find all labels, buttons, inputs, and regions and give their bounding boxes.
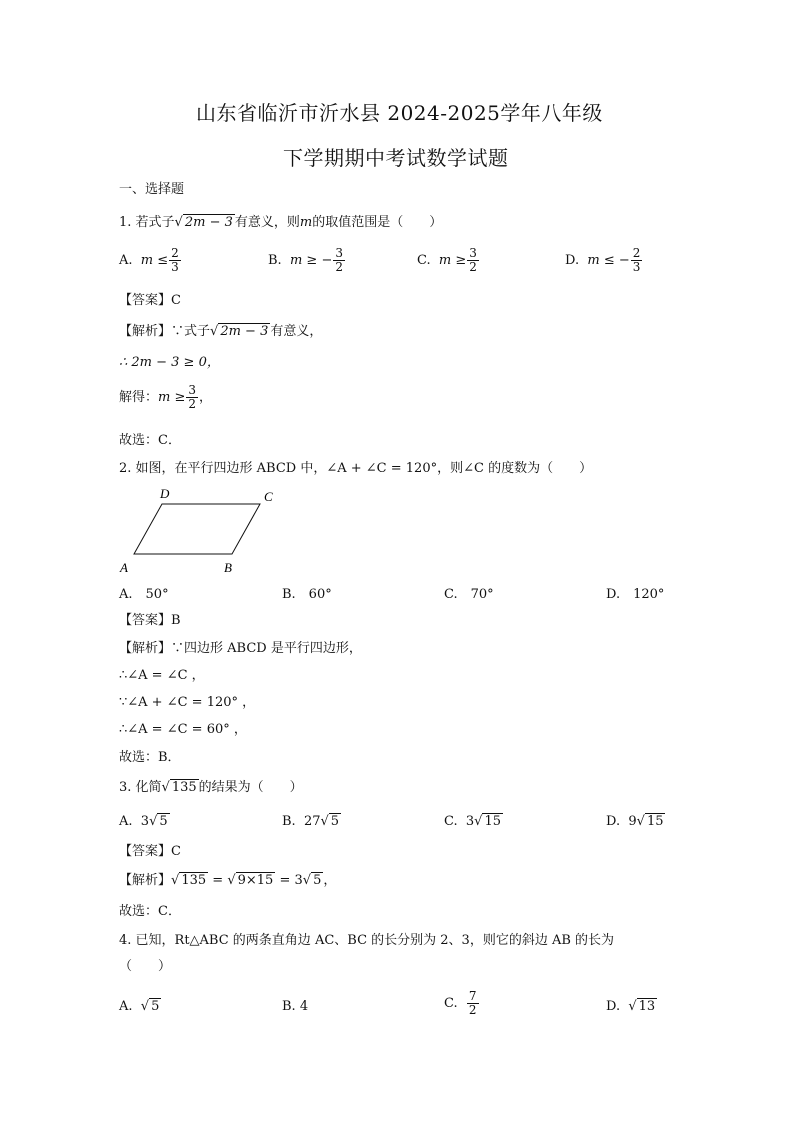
q1-prefix: 1. 若式子 xyxy=(119,215,175,230)
fraction xyxy=(467,990,479,1017)
analysis-sqrt: √ 9×15 xyxy=(227,873,274,888)
analysis-suffix: ， xyxy=(323,873,337,888)
option-radicand: 5 xyxy=(330,814,340,829)
analysis-prefix: 【解析】 xyxy=(119,873,172,888)
q2-step-3: ∴∠A = ∠C = 60° ， xyxy=(119,722,247,737)
q1-step-2 xyxy=(119,384,212,411)
option-coef: 9 xyxy=(628,814,637,829)
option-sqrt: √ 15 xyxy=(636,814,664,829)
q3-answer: 【答案】C xyxy=(119,844,181,859)
fraction-num: 3 xyxy=(469,246,477,260)
option-label: D. xyxy=(606,814,621,829)
option-label: B. xyxy=(282,814,296,829)
question-1 xyxy=(119,214,442,232)
option-coef: 3 xyxy=(465,814,475,829)
option-radicand: 5 xyxy=(159,814,168,829)
analysis-equals: = xyxy=(208,873,228,888)
q1-analysis xyxy=(119,323,322,341)
q3-prefix: 3. 化简 xyxy=(119,780,162,795)
fraction xyxy=(186,384,198,411)
vertex-label-d: D xyxy=(160,486,170,501)
question-3 xyxy=(119,779,303,797)
q1-option-d xyxy=(565,247,643,274)
fraction xyxy=(333,247,345,274)
q1-option-a xyxy=(119,247,182,274)
analysis-radicand: 2m − 3 xyxy=(220,324,269,339)
option-lhs: m ≥ − xyxy=(289,253,333,268)
option-sqrt: √ 5 xyxy=(140,999,160,1014)
q2-option-a: A. 50° xyxy=(119,587,169,602)
option-radicand: 5 xyxy=(151,999,160,1014)
analysis-prefix: 【解析】∵式子 xyxy=(119,324,211,339)
q1-suffix: 的取值范围是（ ） xyxy=(312,215,443,230)
q1-analysis-sqrt: √ 2m − 3 xyxy=(210,324,269,339)
vertex-label-c: C xyxy=(264,489,273,504)
option-label: C. xyxy=(444,814,458,829)
analysis-radicand: 9×15 xyxy=(237,873,274,888)
fraction-den: 2 xyxy=(468,1003,477,1017)
q2-option-d: D. 120° xyxy=(606,587,665,602)
option-radicand: 13 xyxy=(638,999,656,1014)
q2-step-2: ∵∠A + ∠C = 120° ， xyxy=(119,695,256,710)
q4-option-d xyxy=(606,998,657,1016)
vertex-label-a: A xyxy=(120,560,128,575)
q4-option-c xyxy=(444,990,480,1017)
parallelogram-shape xyxy=(134,504,260,554)
q3-sqrt: √ 135 xyxy=(161,780,197,795)
option-sqrt: √ 5 xyxy=(320,814,340,829)
q2-analysis: 【解析】∵四边形 ABCD 是平行四边形， xyxy=(119,641,362,656)
q3-option-d xyxy=(606,813,665,831)
q4-option-b: B. 4 xyxy=(282,999,309,1014)
analysis-sqrt: √ 5 xyxy=(302,873,322,888)
analysis-equals: = 3 xyxy=(275,873,303,888)
fraction-den: 3 xyxy=(171,260,179,274)
page-title: 山东省临沂市沂水县 2024-2025学年八年级 xyxy=(196,101,603,125)
q1-option-c xyxy=(417,247,480,274)
analysis-radicand: 135 xyxy=(181,873,207,888)
q3-analysis xyxy=(119,872,336,890)
q3-radicand: 135 xyxy=(171,780,197,795)
fraction xyxy=(169,247,181,274)
step-lhs: m ≥ xyxy=(158,390,186,405)
q2-conclusion: 故选：B． xyxy=(119,750,181,765)
option-coef: 27 xyxy=(303,814,321,829)
question-2: 2. 如图，在平行四边形 ABCD 中，∠A + ∠C = 120°，则∠C 的度数为（ ） xyxy=(119,461,593,476)
section-heading: 一、选择题 xyxy=(119,182,185,197)
q2-answer: 【答案】B xyxy=(119,613,181,628)
q3-option-a xyxy=(119,813,170,831)
option-label: C. xyxy=(444,996,458,1011)
option-label: A. xyxy=(119,253,133,268)
analysis-sqrt: √ 135 xyxy=(171,873,207,888)
question-4-line-2: （ ） xyxy=(119,959,172,974)
option-label: A. xyxy=(119,999,133,1014)
q1-middle: 有意义，则 xyxy=(234,215,300,230)
option-label: D. xyxy=(565,253,580,268)
q2-option-b: B. 60° xyxy=(282,587,332,602)
step-prefix: 解得： xyxy=(119,390,159,405)
q1-radicand: 2m − 3 xyxy=(184,215,233,230)
option-sqrt: √ 5 xyxy=(149,814,168,829)
fraction-num: 2 xyxy=(171,246,179,260)
q4-option-a xyxy=(119,998,161,1016)
option-lhs: m ≤ xyxy=(140,253,169,268)
option-sqrt: √ 15 xyxy=(474,814,502,829)
option-label: A. xyxy=(119,814,133,829)
q2-option-c: C. 70° xyxy=(444,587,494,602)
fraction-den: 3 xyxy=(632,260,641,274)
q3-conclusion: 故选：C． xyxy=(119,904,181,919)
q1-option-b xyxy=(268,247,346,274)
fraction-num: 7 xyxy=(468,989,477,1003)
option-radicand: 15 xyxy=(484,814,502,829)
option-radicand: 15 xyxy=(646,814,664,829)
analysis-radicand: 5 xyxy=(313,873,322,888)
step-suffix: ， xyxy=(199,390,213,405)
option-label: C. xyxy=(417,253,431,268)
q1-sqrt: √ 2m − 3 xyxy=(174,215,233,230)
fraction xyxy=(467,247,479,274)
q3-suffix: 的结果为（ ） xyxy=(198,780,303,795)
analysis-suffix: 有意义， xyxy=(270,324,323,339)
vertex-label-b: B xyxy=(224,560,232,575)
parallelogram-figure xyxy=(112,484,287,579)
fraction xyxy=(631,247,643,274)
q3-option-b xyxy=(282,813,341,831)
option-label: B. xyxy=(268,253,282,268)
option-lhs: m ≤ − xyxy=(587,253,630,268)
q2-step-1: ∴∠A = ∠C ， xyxy=(119,668,205,683)
q3-option-c xyxy=(444,813,503,831)
q1-var: m xyxy=(299,215,313,230)
fraction-num: 3 xyxy=(335,246,343,260)
q1-answer: 【答案】C xyxy=(119,293,181,308)
option-coef: 3 xyxy=(140,814,150,829)
fraction-num: 2 xyxy=(632,246,641,260)
fraction-den: 2 xyxy=(469,260,477,274)
q1-step-1: ∴ 2m − 3 ≥ 0， xyxy=(119,355,220,370)
fraction-num: 3 xyxy=(188,383,197,397)
fraction-den: 2 xyxy=(188,397,197,411)
option-label: D. xyxy=(606,999,621,1014)
question-4: 4. 已知，Rt△ABC 的两条直角边 AC、BC 的长分别为 2、3，则它的斜边 AB 的长为 xyxy=(119,933,615,948)
q1-conclusion: 故选：C． xyxy=(119,433,181,448)
option-lhs: m ≥ xyxy=(438,253,467,268)
page-subtitle: 下学期期中考试数学试题 xyxy=(283,146,509,170)
option-sqrt: √ 13 xyxy=(628,999,656,1014)
fraction-den: 2 xyxy=(335,260,343,274)
